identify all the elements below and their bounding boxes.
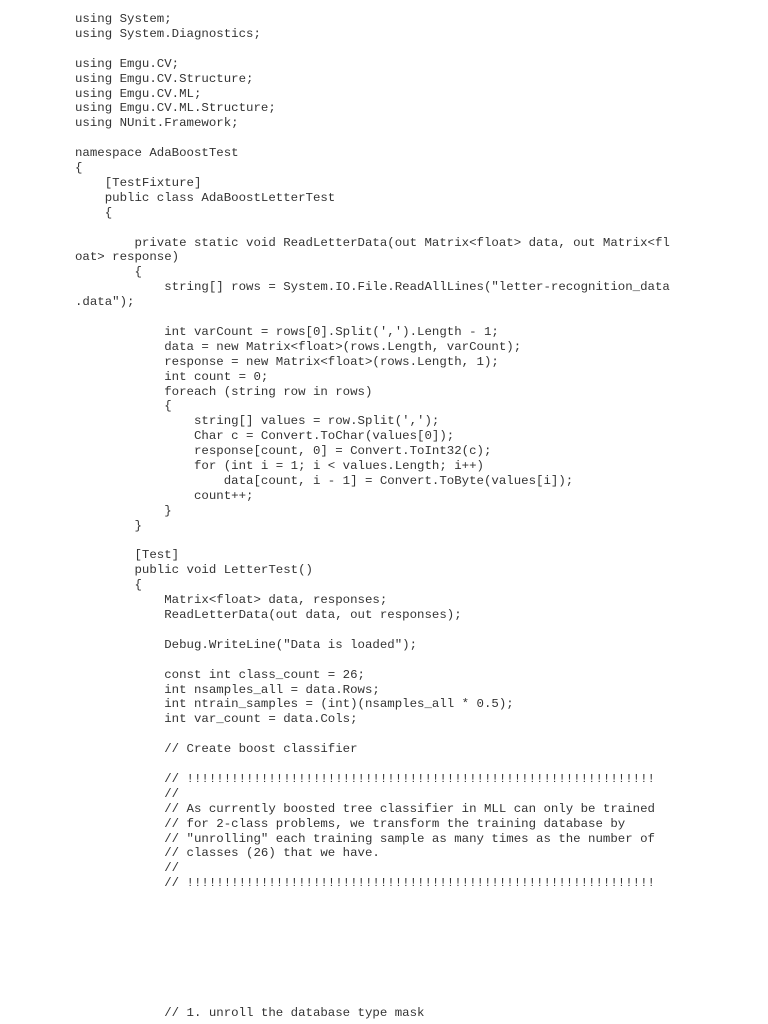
code-line: oat> response) (75, 250, 180, 265)
code-line: data[count, i - 1] = Convert.ToByte(values[i]); (75, 473, 574, 488)
code-line: [Test] (75, 548, 180, 563)
code-line: int var_count = data.Cols; (75, 712, 358, 727)
code-line: Char c = Convert.ToChar(values[0]); (75, 429, 455, 444)
code-line: using Emgu.CV; (75, 56, 180, 71)
code-line: // classes (26) that we have. (75, 846, 380, 861)
code-line: // !!!!!!!!!!!!!!!!!!!!!!!!!!!!!!!!!!!!!!!!!!!!!!!!!!!!!!!!!!!!!!! (75, 876, 655, 891)
code-line: // (75, 786, 180, 801)
code-line: // Create boost classifier (75, 742, 358, 757)
code-line: foreach (string row in rows) (75, 384, 373, 399)
code-line: // (75, 861, 180, 876)
code-line: // "unrolling" each training sample as many times as the number of (75, 831, 655, 846)
code-line: int count = 0; (75, 369, 269, 384)
code-line: count++; (75, 488, 254, 503)
code-line: public class AdaBoostLetterTest (75, 190, 336, 205)
code-line: int nsamples_all = data.Rows; (75, 682, 380, 697)
code-line: string[] rows = System.IO.File.ReadAllLines("letter-recognition_data (75, 280, 670, 295)
code-line: response[count, 0] = Convert.ToInt32(c); (75, 444, 492, 459)
code-line: using System.Diagnostics; (75, 26, 261, 41)
code-line: { (75, 578, 142, 593)
code-line: using System; (75, 12, 172, 26)
code-line: int varCount = rows[0].Split(',').Length - 1; (75, 324, 499, 339)
code-line: // for 2-class problems, we transform the training database by (75, 816, 626, 831)
code-line: private static void ReadLetterData(out Matrix<float> data, out Matrix<fl (75, 235, 670, 250)
code-line: namespace AdaBoostTest (75, 146, 239, 161)
code-line: // As currently boosted tree classifier in MLL can only be trained (75, 801, 655, 816)
code-line: { (75, 161, 83, 175)
code-line: const int class_count = 26; (75, 667, 365, 682)
code-line: data = new Matrix<float>(rows.Length, varCount); (75, 339, 522, 354)
code-line: for (int i = 1; i < values.Length; i++) (75, 459, 484, 473)
code-line: { (75, 399, 172, 414)
code-line: [TestFixture] (75, 175, 202, 190)
code-line: using Emgu.CV.Structure; (75, 71, 254, 86)
code-line: Matrix<float> data, responses; (75, 593, 388, 608)
code-line: string[] values = row.Split(','); (75, 414, 440, 429)
code-line: } (75, 503, 172, 518)
code-line: Debug.WriteLine("Data is loaded"); (75, 637, 418, 652)
code-line: // !!!!!!!!!!!!!!!!!!!!!!!!!!!!!!!!!!!!!!!!!!!!!!!!!!!!!!!!!!!!!!! (75, 771, 655, 786)
code-line: int ntrain_samples = (int)(nsamples_all * 0.5); (75, 697, 514, 712)
code-line: } (75, 518, 142, 533)
code-line: { (75, 205, 113, 220)
code-line: response = new Matrix<float>(rows.Length, 1); (75, 354, 499, 369)
code-line: using Emgu.CV.ML.Structure; (75, 101, 276, 116)
code-line-footer: // 1. unroll the database type mask (75, 1006, 425, 1020)
code-line: using Emgu.CV.ML; (75, 86, 202, 101)
code-line: .data"); (75, 295, 135, 310)
code-line: { (75, 265, 142, 280)
code-line: public void LetterTest() (75, 563, 313, 578)
code-line: using NUnit.Framework; (75, 116, 239, 131)
code-line: ReadLetterData(out data, out responses); (75, 608, 462, 622)
